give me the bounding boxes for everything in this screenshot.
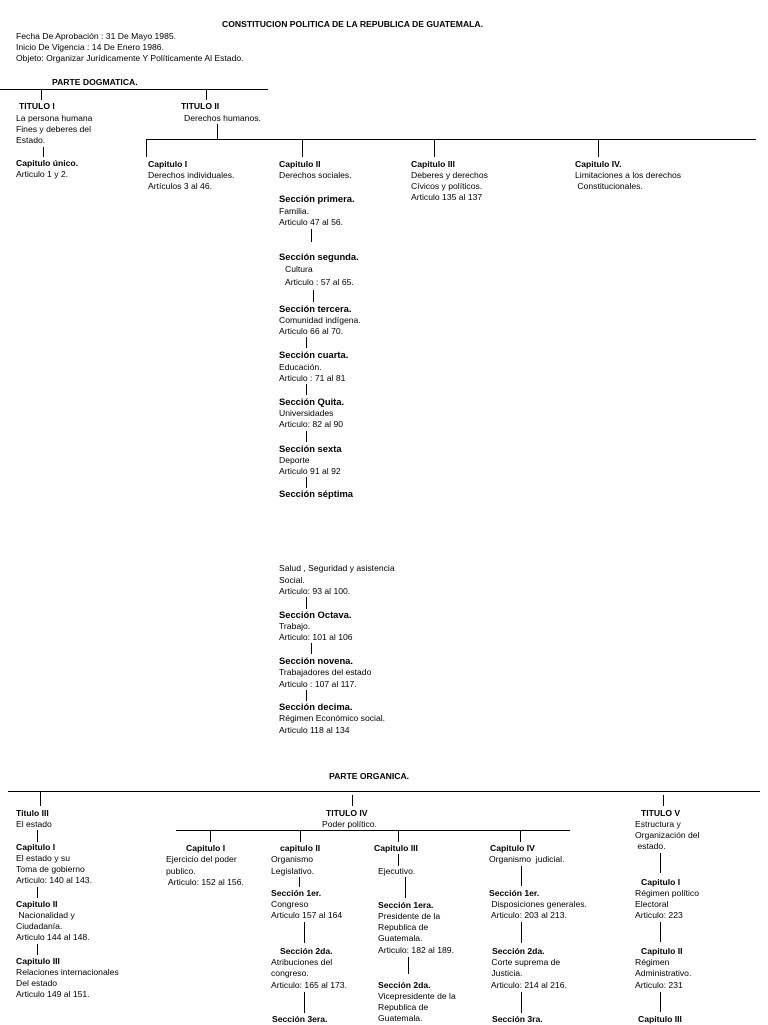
t4-text: Articulo: 214 al 216.: [489, 980, 567, 990]
seccion-segunda: Sección segunda.: [279, 251, 359, 262]
capitulo-iii: Capitulo III: [411, 159, 455, 169]
connector: [313, 290, 314, 302]
t4-capitulo-iii: Capitulo III: [374, 843, 418, 853]
seccion-text: Régimen Económico social.: [279, 713, 386, 723]
t3-text: Ciudadanía.: [16, 921, 63, 931]
parte-dogmatica-heading: PARTE DOGMATICA.: [52, 77, 138, 87]
titulo-v-desc: Estructura y: [635, 819, 681, 829]
t3-text: Nacionalidad y: [16, 910, 75, 920]
capitulo-unico: Capitulo único.: [16, 158, 79, 168]
t3-text: Del estado: [16, 978, 58, 988]
connector: [300, 830, 301, 842]
connector: [304, 992, 305, 1013]
capitulo-iii-text: Deberes y derechos: [411, 170, 488, 180]
t3-text: El estado y su: [16, 853, 70, 863]
t3-text: Articulo 144 al 148.: [16, 932, 90, 942]
connector: [663, 795, 664, 806]
t4-text: Atribuciones del: [271, 957, 333, 967]
t5-text: Articulo: 223: [635, 910, 683, 920]
connector: [306, 337, 307, 348]
titulo-i-desc: La persona humana: [16, 113, 93, 123]
seccion-text: Trabajo.: [279, 621, 311, 631]
connector: [217, 124, 218, 139]
titulo-i: TITULO I: [19, 101, 55, 111]
t3-capitulo-iii: Capitulo III: [16, 956, 60, 966]
t4-text: Organismo judicial.: [489, 854, 565, 864]
connector: [434, 139, 435, 157]
connector: [41, 89, 42, 100]
seccion-text: Articulo: 93 al 100.: [279, 586, 351, 596]
connector: [306, 384, 307, 395]
organica-line: [8, 791, 760, 792]
seccion-text: Comunidad indígena.: [279, 315, 361, 325]
t4-text: Congreso: [271, 899, 309, 909]
titulo-ii-branch-line: [146, 139, 756, 140]
capitulo-i: Capitulo I: [148, 159, 188, 169]
capitulo-iii-text: Articulo 135 al 137: [411, 192, 483, 202]
t4-text: Vicepresidente de la: [378, 991, 456, 1001]
seccion-text: Familia.: [279, 206, 310, 216]
t4-capitulo-ii: capitulo II: [280, 843, 321, 853]
t5-capitulo-i: Capitulo I: [641, 877, 681, 887]
t4-capitulo-i: Capitulo I: [186, 843, 226, 853]
connector: [40, 791, 41, 806]
t4-text: Legislativo.: [271, 866, 314, 876]
t5-capitulo-iii: Capitulo III: [638, 1014, 682, 1024]
connector: [146, 139, 147, 157]
inicio-vigencia: Inicio De Vigencia : 14 De Enero 1986.: [16, 42, 164, 52]
connector: [398, 830, 399, 842]
connector: [521, 992, 522, 1013]
t4-capitulo-iv: Capitulo IV: [490, 843, 535, 853]
titulo-i-desc: Estado.: [16, 135, 46, 145]
t4-text: Guatemala.: [378, 1013, 423, 1023]
t5-text: Régimen político: [635, 888, 700, 898]
seccion-text: Universidades: [279, 408, 334, 418]
connector: [398, 854, 399, 866]
connector: [660, 992, 661, 1012]
seccion-decima: Sección decima.: [279, 701, 353, 712]
t4-text: Articulo: 203 al 213.: [489, 910, 567, 920]
connector: [311, 643, 312, 654]
t5-text: Electoral: [635, 899, 669, 909]
titulo-iv-branch-line: [176, 830, 570, 831]
t4-text: publico.: [166, 866, 196, 876]
connector: [521, 866, 522, 886]
connector: [311, 229, 312, 242]
seccion-primera: Sección primera.: [279, 193, 355, 204]
seccion-text: Trabajadores del estado: [279, 667, 372, 677]
t4-c3-seccion-1era: Sección 1era.: [378, 900, 434, 910]
t4-text: Articulo 157 al 164: [271, 910, 343, 920]
t5-text: Administrativo.: [635, 968, 692, 978]
capitulo-i-text: Derechos individuales.: [148, 170, 235, 180]
t5-text: Articulo: 231: [635, 980, 683, 990]
seccion-text: Articulo : 107 al 117.: [279, 679, 357, 689]
t4-c4-seccion-1er: Sección 1er.: [489, 888, 540, 898]
seccion-novena: Sección novena.: [279, 655, 353, 666]
seccion-tercera: Sección tercera.: [279, 303, 352, 314]
t4-c4-seccion-3ra: Sección 3ra.: [492, 1014, 543, 1024]
t3-text: Articulo: 140 al 143.: [16, 875, 92, 885]
titulo-iii-desc: El estado: [16, 819, 52, 829]
t4-text: Republica de: [378, 1002, 429, 1012]
seccion-text: Articulo 66 al 70.: [279, 326, 344, 336]
t4-text: Articulo: 182 al 189.: [378, 945, 454, 955]
seccion-text: Articulo 118 al 134: [279, 725, 350, 735]
fecha-aprobacion: Fecha De Aprobación : 31 De Mayo 1985.: [16, 31, 177, 41]
connector: [520, 830, 521, 842]
t4-text: Articulo: 152 al 156.: [166, 877, 244, 887]
connector: [210, 830, 211, 842]
connector: [206, 89, 207, 100]
t4-text: Guatemala.: [378, 933, 423, 943]
titulo-iv: TITULO IV: [326, 808, 368, 818]
seccion-text: Articulo 91 al 92: [279, 466, 341, 476]
t4-text: Corte suprema de: [489, 957, 561, 967]
seccion-text: Articulo : 71 al 81: [279, 373, 346, 383]
connector: [306, 477, 307, 488]
seccion-text: Cultura: [285, 264, 313, 274]
connector: [302, 139, 303, 157]
seccion-octava: Sección Octava.: [279, 609, 352, 620]
capitulo-iv: Capitulo IV.: [575, 159, 622, 169]
t4-text: Organismo: [271, 854, 314, 864]
document-title: CONSTITUCION POLITICA DE LA REPUBLICA DE GUATEMALA.: [222, 19, 483, 29]
titulo-iii: Titulo III: [16, 808, 49, 818]
seccion-text: Salud , Seguridad y asistencia: [279, 563, 395, 573]
capitulo-i-text: Artículos 3 al 46.: [148, 181, 213, 191]
capitulo-ii: Capitulo II: [279, 159, 321, 169]
seccion-cuarta: Sección cuarta.: [279, 349, 349, 360]
t3-text: Toma de gobierno: [16, 864, 85, 874]
connector: [660, 922, 661, 942]
connector: [660, 853, 661, 873]
titulo-iv-desc: Poder político.: [322, 819, 377, 829]
connector: [408, 957, 409, 974]
connector: [299, 877, 300, 887]
t3-text: Articulo 149 al 151.: [16, 989, 90, 999]
titulo-v-desc: estado.: [635, 841, 666, 851]
connector: [37, 944, 38, 955]
parte-organica-heading: PARTE ORGANICA.: [329, 771, 410, 781]
connector: [37, 887, 38, 898]
seccion-septima: Sección séptima: [279, 488, 353, 499]
connector: [43, 147, 44, 157]
seccion-text: Deporte: [279, 455, 310, 465]
seccion-text: Articulo: 101 al 106: [279, 632, 353, 642]
t3-capitulo-i: Capitulo I: [16, 842, 56, 852]
t5-text: Régimen: [635, 957, 670, 967]
connector: [306, 690, 307, 701]
t4-text: Articulo: 165 al 173.: [271, 980, 347, 990]
capitulo-iv-text: Constitucionales.: [575, 181, 643, 191]
seccion-text: Articulo: 82 al 90: [279, 419, 344, 429]
seccion-sexta: Sección sexta: [279, 443, 342, 454]
connector: [306, 431, 307, 442]
titulo-ii: TITULO II: [181, 101, 220, 111]
connector: [352, 795, 353, 806]
seccion-text: Social.: [279, 575, 305, 585]
t4-text: Presidente de la: [378, 911, 441, 921]
connector: [37, 830, 38, 842]
titulo-ii-desc: Derechos humanos.: [184, 113, 261, 123]
t4-c4-seccion-2da: Sección 2da.: [492, 946, 545, 956]
seccion-quita: Sección Quita.: [279, 396, 345, 407]
t4-c2-seccion-3era: Sección 3era.: [272, 1014, 328, 1024]
connector: [405, 877, 406, 898]
capitulo-iv-text: Limitaciones a los derechos: [575, 170, 682, 180]
capitulo-unico-art: Articulo 1 y 2.: [16, 169, 69, 179]
t4-text: Ejercicio del poder: [166, 854, 237, 864]
connector: [306, 597, 307, 609]
capitulo-ii-text: Derechos sociales.: [279, 170, 352, 180]
titulo-v: TITULO V: [641, 808, 681, 818]
connector: [598, 139, 599, 157]
connector: [304, 922, 305, 943]
seccion-text: Articulo 47 al 56.: [279, 217, 344, 227]
objeto: Objeto: Organizar Jurídicamente Y Políticamente Al Estado.: [16, 53, 244, 63]
t4-text: Justicia.: [489, 968, 523, 978]
t4-c2-seccion-1er: Sección 1er.: [271, 888, 322, 898]
t4-text: Ejecutivo.: [378, 866, 416, 876]
capitulo-iii-text: Cívicos y políticos.: [411, 181, 483, 191]
t4-text: congreso.: [271, 968, 309, 978]
t4-c2-seccion-2da: Sección 2da.: [280, 946, 333, 956]
titulo-v-desc: Organización del: [635, 830, 700, 840]
t5-capitulo-ii: Capitulo II: [641, 946, 683, 956]
connector: [521, 922, 522, 943]
t3-text: Relaciones internacionales: [16, 967, 119, 977]
t4-c3-seccion-2da: Sección 2da.: [378, 980, 431, 990]
t4-text: Republica de: [378, 922, 429, 932]
t3-capitulo-ii: Capitulo II: [16, 899, 58, 909]
seccion-text: Educación.: [279, 362, 322, 372]
seccion-text: Articulo : 57 al 65.: [285, 277, 354, 287]
titulo-i-desc: Fines y deberes del: [16, 124, 91, 134]
t4-text: Disposiciones generales.: [489, 899, 587, 909]
